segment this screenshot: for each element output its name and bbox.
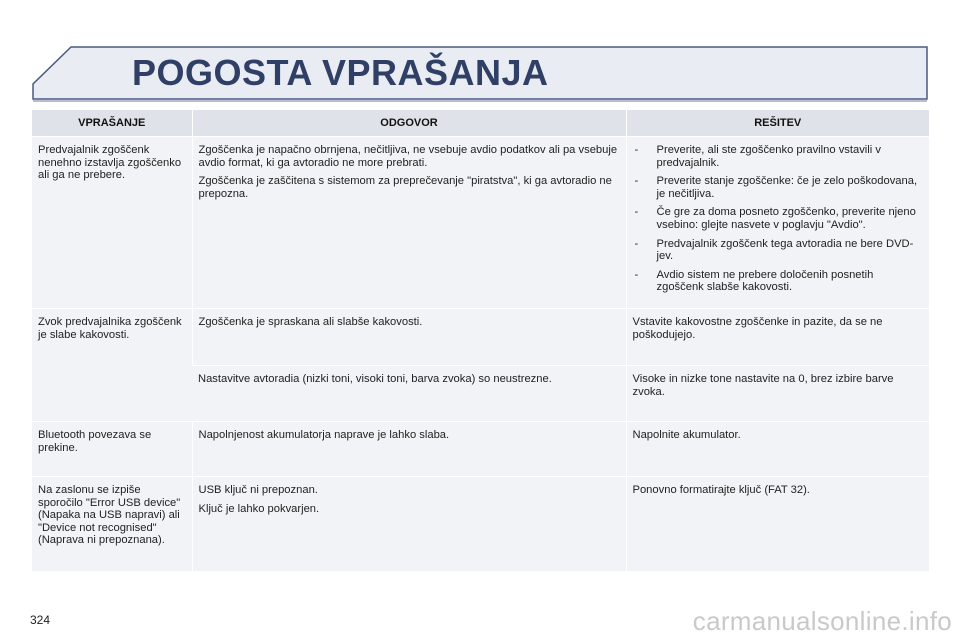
answer-text: Ključ je lahko pokvarjen. [198,502,320,515]
watermark: carmanualsonline.info [692,606,952,636]
table-row [32,422,929,477]
faq-table [32,110,929,571]
answer-cell: Nastavitve avtoradia (nizki toni, visoki toni, barva zvoka) so neustrezne. [192,366,626,422]
solution-cell [626,137,929,309]
answer-cell: Napolnjenost akumulatorja naprave je lahko slaba. [192,422,626,477]
table-row [32,137,929,309]
page-title: POGOSTA VPRAŠANJA [132,52,549,93]
solution-list [633,144,924,294]
solution-cell: Vstavite kakovostne zgoščenke in pazite, da se ne poškodujejo. [626,309,929,366]
solution-item: - Preverite, ali ste zgoščenko pravilno vstavili v predvajalnik. [633,144,924,169]
column-header-solution: REŠITEV [626,110,929,137]
answer-cell [192,137,626,309]
answer-text: Zgoščenka je zaščitena s sistemom za preprečevanje "piratstva", ki ga avtoradio ne prepozna. [198,175,612,200]
question-cell: Predvajalnik zgoščenk nenehno izstavlja zgoščenko ali ga ne prebere. [32,137,192,309]
column-header-answer: ODGOVOR [192,110,626,137]
question-cell: Zvok predvajalnika zgoščenk je slabe kakovosti. [32,309,192,422]
answer-text: USB ključ ni prepoznan. [198,484,318,496]
table-row [32,477,929,571]
solution-item: - Avdio sistem ne prebere določenih posnetih zgoščenk slabše kakovosti. [633,269,924,294]
solution-item: - Preverite stanje zgoščenke: če je zelo poškodovana, je nečitljiva. [633,175,924,200]
question-cell: Bluetooth povezava se prekine. [32,422,192,477]
table-header-row [32,110,929,137]
solution-cell: Ponovno formatirajte ključ (FAT 32). [626,477,929,571]
page-number: 324 [30,613,51,627]
solution-cell: Visoke in nizke tone nastavite na 0, brez izbire barve zvoka. [626,366,929,422]
table-row [32,309,929,366]
answer-cell [192,477,626,571]
question-cell: Na zaslonu se izpiše sporočilo "Error USB device" (Napaka na USB napravi) ali "Device not recognised" (Naprava ni prepoznana). [32,477,192,571]
solution-item: - Predvajalnik zgoščenk tega avtoradia ne bere DVD-jev. [633,238,924,263]
answer-cell: Zgoščenka je spraskana ali slabše kakovosti. [192,309,626,366]
solution-cell: Napolnite akumulator. [626,422,929,477]
solution-item: - Če gre za doma posneto zgoščenko, preverite njeno vsebino: glejte nasvete v poglavju "Avdio". [633,206,924,231]
answer-text: Zgoščenka je napačno obrnjena, nečitljiva, ne vsebuje avdio podatkov ali pa vsebuje avdio format, ki ga avtoradio ne more prebrati. [198,144,618,169]
column-header-question: VPRAŠANJE [32,110,192,137]
